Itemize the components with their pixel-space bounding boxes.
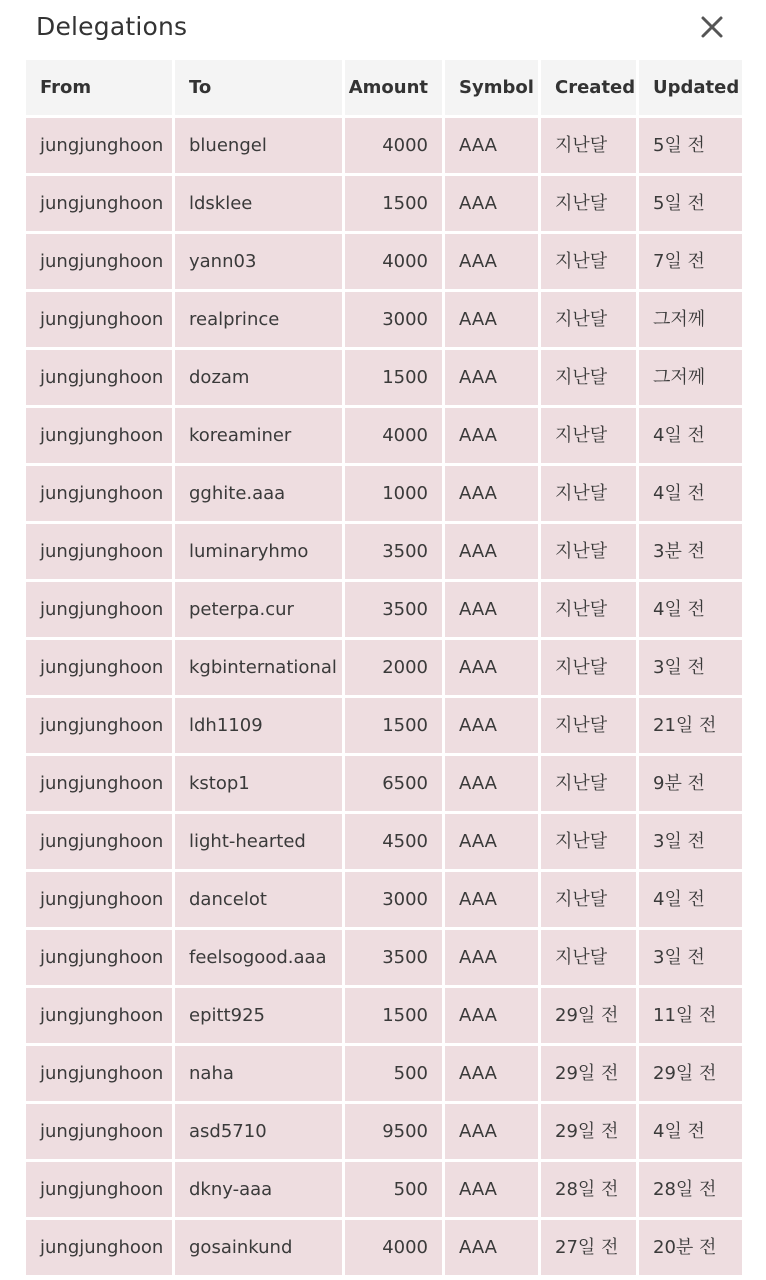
cell-from: jungjunghoon [26, 176, 172, 231]
table-row [26, 1162, 742, 1217]
cell-from: jungjunghoon [26, 1046, 172, 1101]
cell-amount: 1000 [345, 466, 442, 521]
column-header-updated[interactable]: Updated [639, 60, 742, 115]
cell-from: jungjunghoon [26, 640, 172, 695]
cell-from: jungjunghoon [26, 582, 172, 637]
table-row [26, 1104, 742, 1159]
cell-updated: 5일 전 [639, 176, 742, 231]
cell-amount: 1500 [345, 698, 442, 753]
cell-created: 지난달 [541, 582, 636, 637]
cell-from: jungjunghoon [26, 698, 172, 753]
delegations-table [23, 57, 745, 1278]
table-row [26, 1046, 742, 1101]
cell-symbol: AAA [445, 1104, 538, 1159]
cell-to: dkny-aaa [175, 1162, 342, 1217]
cell-created: 28일 전 [541, 1162, 636, 1217]
cell-symbol: AAA [445, 1046, 538, 1101]
cell-amount: 6500 [345, 756, 442, 811]
table-row [26, 872, 742, 927]
cell-from: jungjunghoon [26, 234, 172, 289]
column-header-created[interactable]: Created [541, 60, 636, 115]
cell-to: kstop1 [175, 756, 342, 811]
table-row [26, 640, 742, 695]
cell-amount: 3500 [345, 930, 442, 985]
cell-to: gosainkund [175, 1220, 342, 1275]
cell-to: dancelot [175, 872, 342, 927]
cell-to: epitt925 [175, 988, 342, 1043]
table-row [26, 408, 742, 463]
cell-created: 지난달 [541, 176, 636, 231]
cell-to: dozam [175, 350, 342, 405]
table-row [26, 988, 742, 1043]
cell-symbol: AAA [445, 408, 538, 463]
cell-symbol: AAA [445, 582, 538, 637]
cell-to: asd5710 [175, 1104, 342, 1159]
column-header-amount[interactable]: Amount [345, 60, 442, 115]
cell-to: ldh1109 [175, 698, 342, 753]
dialog-title: Delegations [36, 12, 188, 41]
cell-from: jungjunghoon [26, 292, 172, 347]
column-header-symbol[interactable]: Symbol [445, 60, 538, 115]
cell-amount: 3500 [345, 582, 442, 637]
cell-to: luminaryhmo [175, 524, 342, 579]
close-button[interactable] [697, 12, 727, 42]
cell-from: jungjunghoon [26, 1220, 172, 1275]
cell-created: 지난달 [541, 640, 636, 695]
cell-created: 지난달 [541, 408, 636, 463]
cell-to: ldsklee [175, 176, 342, 231]
cell-symbol: AAA [445, 524, 538, 579]
column-header-from[interactable]: From [26, 60, 172, 115]
column-header-to[interactable]: To [175, 60, 342, 115]
cell-created: 지난달 [541, 930, 636, 985]
cell-created: 지난달 [541, 292, 636, 347]
cell-created: 지난달 [541, 872, 636, 927]
cell-amount: 2000 [345, 640, 442, 695]
cell-from: jungjunghoon [26, 408, 172, 463]
cell-amount: 4000 [345, 408, 442, 463]
table-row [26, 582, 742, 637]
cell-created: 지난달 [541, 524, 636, 579]
cell-from: jungjunghoon [26, 466, 172, 521]
cell-created: 지난달 [541, 698, 636, 753]
table-row [26, 698, 742, 753]
cell-symbol: AAA [445, 1162, 538, 1217]
cell-from: jungjunghoon [26, 1104, 172, 1159]
cell-to: feelsogood.aaa [175, 930, 342, 985]
cell-created: 29일 전 [541, 1046, 636, 1101]
cell-updated: 7일 전 [639, 234, 742, 289]
cell-to: koreaminer [175, 408, 342, 463]
cell-symbol: AAA [445, 234, 538, 289]
cell-amount: 1500 [345, 988, 442, 1043]
cell-updated: 3일 전 [639, 814, 742, 869]
dialog-header [0, 0, 766, 58]
cell-created: 지난달 [541, 118, 636, 173]
cell-updated: 29일 전 [639, 1046, 742, 1101]
cell-from: jungjunghoon [26, 118, 172, 173]
cell-symbol: AAA [445, 872, 538, 927]
cell-symbol: AAA [445, 118, 538, 173]
cell-created: 29일 전 [541, 1104, 636, 1159]
cell-amount: 4000 [345, 118, 442, 173]
cell-amount: 500 [345, 1046, 442, 1101]
cell-from: jungjunghoon [26, 524, 172, 579]
cell-updated: 3일 전 [639, 930, 742, 985]
cell-to: light-hearted [175, 814, 342, 869]
cell-updated: 4일 전 [639, 408, 742, 463]
cell-from: jungjunghoon [26, 872, 172, 927]
table-row [26, 292, 742, 347]
cell-updated: 4일 전 [639, 872, 742, 927]
cell-symbol: AAA [445, 292, 538, 347]
table-row [26, 118, 742, 173]
cell-to: naha [175, 1046, 342, 1101]
cell-updated: 3일 전 [639, 640, 742, 695]
cell-from: jungjunghoon [26, 756, 172, 811]
cell-to: yann03 [175, 234, 342, 289]
cell-to: gghite.aaa [175, 466, 342, 521]
table-row [26, 234, 742, 289]
cell-to: bluengel [175, 118, 342, 173]
cell-symbol: AAA [445, 814, 538, 869]
cell-updated: 28일 전 [639, 1162, 742, 1217]
cell-symbol: AAA [445, 756, 538, 811]
table-row [26, 1220, 742, 1275]
cell-symbol: AAA [445, 640, 538, 695]
cell-from: jungjunghoon [26, 930, 172, 985]
cell-symbol: AAA [445, 698, 538, 753]
cell-updated: 9분 전 [639, 756, 742, 811]
cell-created: 지난달 [541, 756, 636, 811]
cell-amount: 3000 [345, 872, 442, 927]
cell-symbol: AAA [445, 466, 538, 521]
cell-from: jungjunghoon [26, 814, 172, 869]
cell-from: jungjunghoon [26, 350, 172, 405]
cell-created: 27일 전 [541, 1220, 636, 1275]
cell-created: 29일 전 [541, 988, 636, 1043]
cell-created: 지난달 [541, 350, 636, 405]
table-row [26, 756, 742, 811]
table-row [26, 930, 742, 985]
cell-amount: 4000 [345, 1220, 442, 1275]
cell-updated: 11일 전 [639, 988, 742, 1043]
cell-symbol: AAA [445, 350, 538, 405]
cell-amount: 3500 [345, 524, 442, 579]
cell-updated: 4일 전 [639, 466, 742, 521]
table-row [26, 814, 742, 869]
cell-from: jungjunghoon [26, 1162, 172, 1217]
cell-created: 지난달 [541, 814, 636, 869]
cell-updated: 4일 전 [639, 1104, 742, 1159]
cell-amount: 1500 [345, 176, 442, 231]
cell-to: realprince [175, 292, 342, 347]
cell-to: kgbinternational [175, 640, 342, 695]
cell-created: 지난달 [541, 466, 636, 521]
cell-amount: 4500 [345, 814, 442, 869]
cell-created: 지난달 [541, 234, 636, 289]
cell-updated: 4일 전 [639, 582, 742, 637]
cell-updated: 21일 전 [639, 698, 742, 753]
table-row [26, 524, 742, 579]
cell-amount: 3000 [345, 292, 442, 347]
cell-symbol: AAA [445, 930, 538, 985]
cell-from: jungjunghoon [26, 988, 172, 1043]
cell-to: peterpa.cur [175, 582, 342, 637]
cell-amount: 9500 [345, 1104, 442, 1159]
cell-updated: 그저께 [639, 292, 742, 347]
cell-updated: 20분 전 [639, 1220, 742, 1275]
table-row [26, 176, 742, 231]
cell-amount: 4000 [345, 234, 442, 289]
cell-amount: 500 [345, 1162, 442, 1217]
cell-symbol: AAA [445, 1220, 538, 1275]
cell-updated: 3분 전 [639, 524, 742, 579]
cell-amount: 1500 [345, 350, 442, 405]
cell-symbol: AAA [445, 988, 538, 1043]
table-header-row [26, 60, 742, 115]
cell-updated: 그저께 [639, 350, 742, 405]
table-row [26, 350, 742, 405]
cell-updated: 5일 전 [639, 118, 742, 173]
close-icon[interactable] [697, 12, 727, 42]
cell-symbol: AAA [445, 176, 538, 231]
table-row [26, 466, 742, 521]
